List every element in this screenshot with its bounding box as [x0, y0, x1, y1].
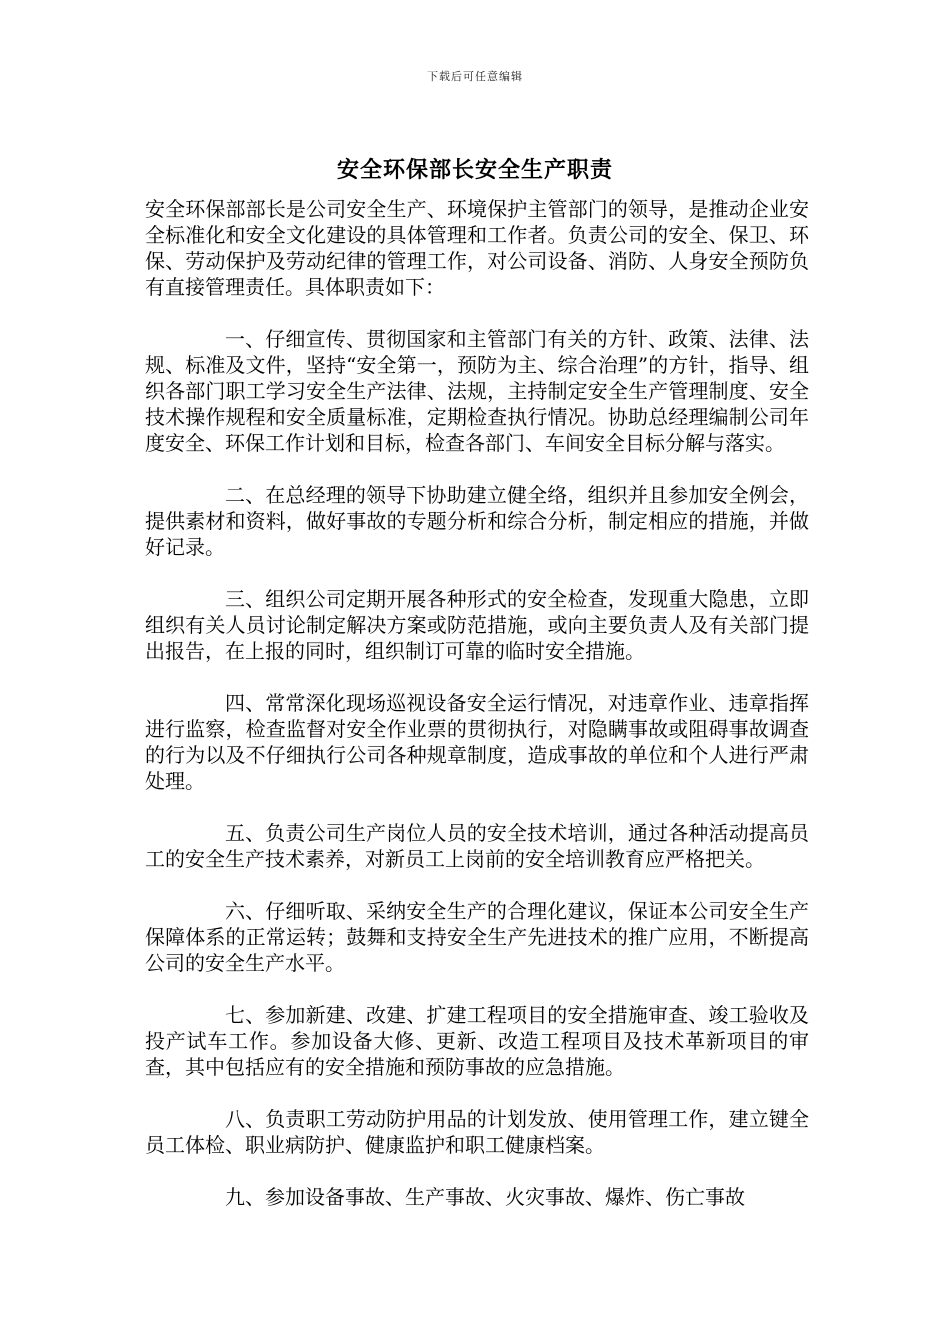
duty-item-7: 七、参加新建、改建、扩建工程项目的安全措施审查、竣工验收及投产试车工作。参加设备大修、更新、改造工程项目及技术革新项目的审查，其中包括应有的安全措施和预防事故的应急措施。 [145, 1003, 809, 1079]
page-title: 安全环保部长安全生产职责 [336, 157, 613, 183]
document-body [145, 196, 809, 1236]
intro-paragraph: 安全环保部部长是公司安全生产、环境保护主管部门的领导，是推动企业安全标准化和安全文化建设的具体管理和工作者。负责公司的安全、保卫、环保、劳动保护及劳动纪律的管理工作，对公司设备、消防、人身安全预防负有直接管理责任。具体职责如下： [145, 197, 809, 299]
duty-item-9: 九、参加设备事故、生产事故、火灾事故、爆炸、伤亡事故 [225, 1185, 745, 1209]
duty-item-2: 二、在总经理的领导下协助建立健全络，组织并且参加安全例会，提供素材和资料，做好事故的专题分析和综合分析，制定相应的措施，并做好记录。 [145, 483, 809, 559]
duty-item-4: 四、常常深化现场巡视设备安全运行情况，对违章作业、违章指挥进行监察，检查监督对安全作业票的贯彻执行，对隐瞒事故或阻碍事故调查的行为以及不仔细执行公司各种规章制度，造成事故的单位和个人进行严肃处理。 [145, 691, 809, 793]
header-note: 下载后可任意编辑 [427, 70, 523, 83]
duty-item-3: 三、组织公司定期开展各种形式的安全检查，发现重大隐患，立即组织有关人员讨论制定解决方案或防范措施，或向主要负责人及有关部门提出报告，在上报的同时，组织制订可靠的临时安全措施。 [145, 587, 809, 663]
duty-item-5: 五、负责公司生产岗位人员的安全技术培训，通过各种活动提高员工的安全生产技术素养，对新员工上岗前的安全培训教育应严格把关。 [145, 821, 809, 871]
duty-item-8: 八、负责职工劳动防护用品的计划发放、使用管理工作，建立键全员工体检、职业病防护、健康监护和职工健康档案。 [145, 1107, 809, 1157]
duty-item-1: 一、仔细宣传、贯彻国家和主管部门有关的方针、政策、法律、法规、标准及文件，坚持“安全第一，预防为主、综合治理”的方针，指导、组织各部门职工学习安全生产法律、法规，主持制定安全生产管理制度、安全技术操作规程和安全质量标准，定期检查执行情况。协助总经理编制公司年度安全、环保工作计划和目标，检查各部门、车间安全目标分解与落实。 [145, 327, 809, 455]
duty-item-6: 六、仔细听取、采纳安全生产的合理化建议，保证本公司安全生产保障体系的正常运转；鼓舞和支持安全生产先进技术的推广应用，不断提高公司的安全生产水平。 [145, 899, 809, 975]
